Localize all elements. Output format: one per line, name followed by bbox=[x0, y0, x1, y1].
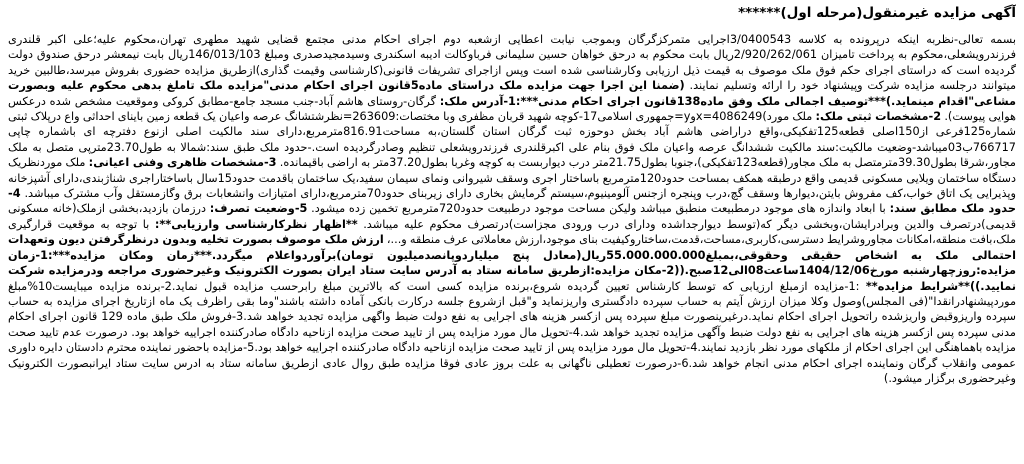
notice-segment-registry: ملک مورد)x=4086249وy=جمهوری اسلامی17-کوچه شهید قربان مظفری وبا مختصات:263609=نظرشتشانگ عرصه واعیان یک قطعه زمین باینای احداثی واع درپلاک ثبتی شماره125فرعی از150اصلی قطعه125تفکیکی،واقع دراراضی هاشم آباد بخش دوحوزه ثبت گرگان استان گلستان،به مساحت816.91مترمربع،دارای سند مالکیت اصلی ازنوع دفترچه ای باشماره چاپی 766717ب03میباشد-وضعیت مالکیت:سند مالکیت ششدانگ عرصه واعیان ملک فوق بنام علی اکبرقلندری فرزندرویشعلی تنظیم وصادرگردیده است.-حدود ملک طبق سند:شمالا به طول23.70مترپی متصل به ملک مجاور،شرقا بطول39.30مترمتصل به ملک مجاور(قطعه123تفکیکی)،جنوبا بطول21.75متر درب دیواربست به کوچه وغربا بطول37.20متر به اراضی باقیمانده. bbox=[8, 110, 1016, 170]
notice-segment-possession: درزمان بازدید،بخشی ازملک(خانه مسکونی قدیمی)درتصرف والدین وبرادرایشان،وبخشی دیگر که(توسط دیوارجداشده ودارای درب ورودی مجزاست)درتصرف محکوم علیه میباشد. bbox=[8, 202, 1016, 231]
notice-page bbox=[8, 4, 1016, 460]
notice-segment-registry-heading: 2-مشخصات ثبتی ملک: bbox=[815, 110, 942, 124]
notice-segment-bounds: با ابعاد واندازه های موجود درمطبیعت منطبق میباشد ولیکن مساحت موجود درطبیعت حدود720مترمربع تخمین زده میشود. bbox=[311, 202, 886, 216]
notice-segment-technical: ملک موردنظریک دستگاه ساختمان ویلایی مسکونی قدیمی واقع درطبقه همکف بمساحت حدود120مترمربع باساختار اجری وسقف شیروانی ونمای سیمان سفید،یک ساختمان باقدمت حدود15سال باساختاراجری شناژبندی،دارای آشپزخانه وپذیرایی یک اتاق خواب،کف مفروش بایتن،دیوارها وسقف گچ،درب وپنجره ازجنس آلومینیوم،سیستم گرمایش بخاری دارای زیربنای حدود70مترمربع،دارای امتیازات وانشعابات برق وگازمستقل وآب مشترک میباشد. bbox=[8, 156, 1016, 201]
notice-segment-conditions: :1-مزایده ازمبلغ ارزیابی که توسط کارشناس تعیین گردیده شروع،برنده مزایده کسی است که بالاترین مبلغ رابرحسب مزایده قبول نماید.2-برنده مزایده میبایست10%مبلغ موردپیشنهادرانقدا"(فی المجلس)وصول وکلا میزان ارزش آیتم به حساب سپرده دادگستری واریزنماید و"قبل ازشروع جلسه درکارت بانکی آماده داشته باشند"وما بقی راظرف یک ماه ازتاریخ اجرای مزایده به حساب سپرده واریزوقبض واریزشده راتحویل اجرای احکام نماید.درغیرینصورت مبلغ سپرده پس ازکسر هزینه های اجرایی به نفع دولت ضبط واگهی مزایده تجدید خواهد شد.3-فروش ملک طبق ماده 129 قانون اجرای احکام مدنی سپرده پس ازکسر هزینه های اجرایی به نفع دولت ضبط وآگهی مزایده تجدید خواهد شد.4-تحویل مال مورد مزایده پس از تایید صحت مزایده ازناحیه دادگاه صادرکننده اجراییه خواهد بود. درصورت عدم تایید صحت مزایده باهماهنگی این اجرای احکام از ملکهای مورد نظر بازدید نمایند.4-تحویل مال مورد مزایده پس از تایید صحت مزایده ازناحیه دادگاه صادرکننده اجراییه خواهد بود.5-مزایده باحضور نماینده محترم دادستان دایره داوری عمومی وانقلاب گرگان ونماینده اجرای احکام مدنی انجام خواهد شد.6-درصورت تعطیلی ناگهانی به علت بروز عادی فوقا مزایده طبق روال عادی ازطریق سامانه ستاد به ادرس سایت ستاد ایرانبصورت الکترونیک وغیرحضوری برگزار میشود.) bbox=[8, 279, 1016, 385]
notice-segment-technical-heading: 3-مشخصات ظاهری وفنی اعیانی: bbox=[88, 156, 277, 170]
notice-segment-property-desc: (ضمنا این اجرا جهت مزایده ملک دراستای ماده5قانون اجرای احکام مدنی"مزایده ملک تاملغ بدهی محکوم علیه وبصورت مشاعی"اقدام مینماید.)***توصیف اجمالی ملک وفق ماده138قانون اجرای احکام مدنی***:1-آدرس ملک: bbox=[8, 79, 1016, 108]
notice-segment-appraisal: با توجه به موقعیت قرارگیری ملک،بافت منطقه،امکانات مجاوروشرایط دسترسی،کاربری،مساحت،قدمت،ساختاروکیفیت بنای موجود،ارزش معاملاتی عرف منطقه و...، bbox=[8, 217, 1016, 247]
notice-segment-appraisal-heading: **اظهار نظرکارشناسی وارزیابی**: bbox=[154, 217, 358, 231]
notice-segment-bounds-heading: 4-حدود ملک مطابق سند: bbox=[8, 187, 1016, 216]
notice-segment-intro: بسمه تعالی-نظربه اینکه درپرونده به کلاسه 3/0400543اجرایی متمرکزگرگان وبموجب نیابت اعطایی ازشعبه دوم اجرای احکام مدنی مجتمع قضایی شهید مطهری تهران،محکوم علیه؛علی اکبر قلندری فرزندرویشعلی،محکوم به پرداخت تامیزان 2/920/262/061ریال بابت محکوم به درحق خواهان حسین سلیمانی فرباوکالت ادیبه اسکندری وسیدمجیدصدری ومبلغ 146/013/103ریال بابت نیمعشر درحق صندوق دولت گردیده است که دراستای اجرای حکم فوق ملک موصوف به قیمت ذیل ارزیابی وکارشناسی شده است وپس ازاجرای تشریفات قانونی(کارشناسی وقیمت گذاری)ازطریق مزایده حضوری بفروش میرسد،طالبین خرید میتوانند درجلسه مزایده شرکت وپیشنهاد خود را ارائه وتسلیم نمایند. bbox=[8, 33, 1016, 93]
notice-body bbox=[8, 32, 1016, 386]
notice-segment-value-time-place: ارزش ملک موصوف بصورت تخلیه وبدون درنظرگرفتن دیون وتعهدات احتمالی ملک به اشخاص حقیقی وحقوقی،بمبلغ55.000.000.000ریال(معادل پنج میلیاردوپانصدمیلیون تومان)برآوردواعلام میگردد.***زمان ومکان مزایده***:1-زمان مزایده:روزچهارشنبه مورخ1404/12/06ساعت08الی12صبح.((2-مکان مزایده:ازطریق سامانه ستاد به آدرس سایت ستاد ایران بصورت الکترونیک وغیرحضوری مراجعه ودرمزایده شرکت نمایید.))**شرایط مزایده** bbox=[8, 233, 1016, 293]
notice-title: آگهی مزایده غیرمنقول(مرحله اول)****** bbox=[738, 5, 1016, 21]
notice-segment-possession-heading: 5-وضعیت تصرف: bbox=[209, 202, 308, 216]
notice-segment-address: گرگان-روستای هاشم آباد-جنب مسجد جامع-مطابق کروکی وموقعیت مشخص شده درعکس هوایی پیوست). bbox=[8, 94, 1016, 124]
